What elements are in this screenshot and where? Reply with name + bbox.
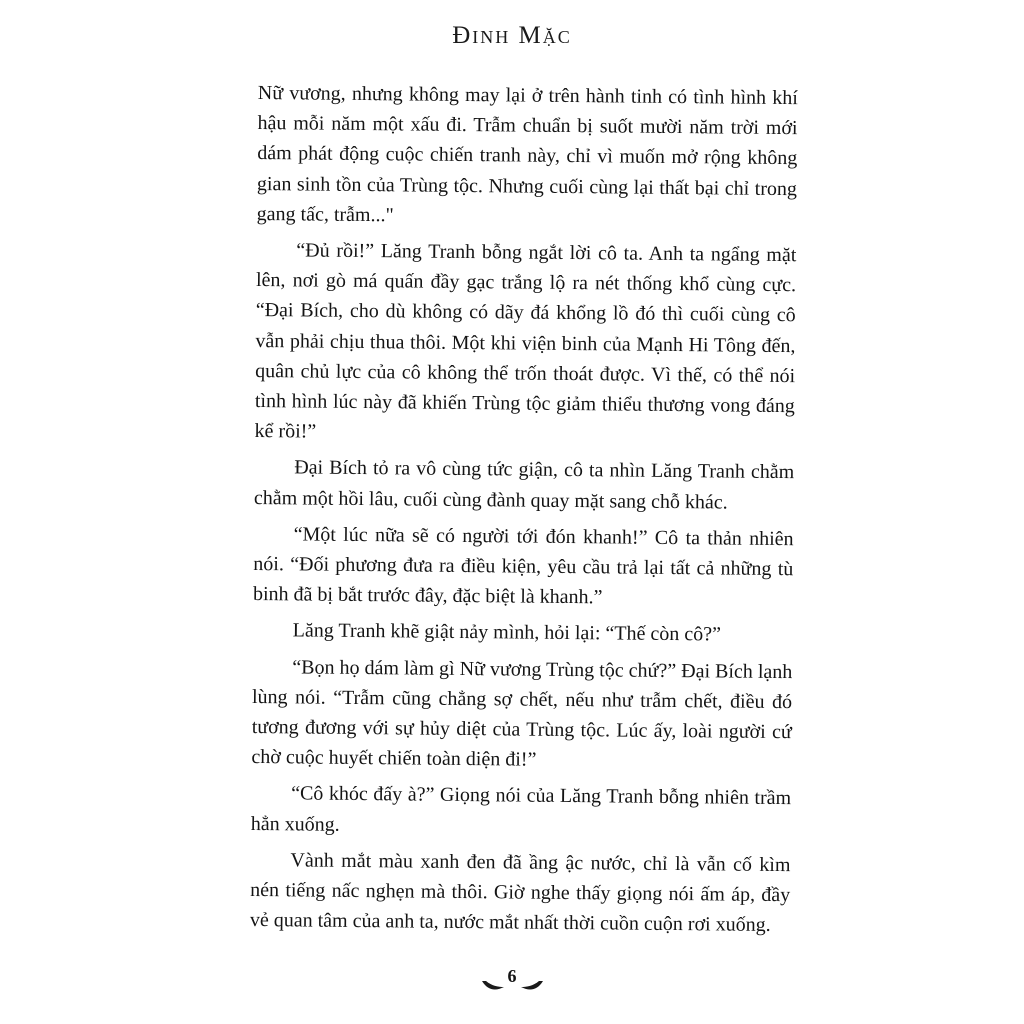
paragraph-2: “Đủ rồi!” Lăng Tranh bỗng ngắt lời cô ta. Anh ta ngẩng mặt lên, nơi gò má quấn đầy gạc trắng lộ ra nét thống khổ cùng cực. “Đại Bích, cho dù không có dãy đá khổng lồ đó thì cuối cùng cô vẫn phải chịu thua thôi. Một khi viện binh của Mạnh Hi Tông đến, quân chủ lực của cô không thể trốn thoát được. Vì thế, có thể nói tình hình lúc này đã khiến Trùng tộc giảm thiểu thương vong đáng kể rồi!” bbox=[254, 239, 797, 443]
flourish-right-icon bbox=[519, 977, 545, 993]
paragraph-7: “Cô khóc đấy à?” Giọng nói của Lăng Tranh bỗng nhiên trầm hẳn xuống. bbox=[250, 782, 792, 836]
page-number: 6 bbox=[507, 966, 517, 986]
body-text bbox=[250, 78, 798, 947]
flourish-ornament-icon bbox=[480, 966, 545, 993]
paragraph-8: Vành mắt màu xanh đen đã ầng ậc nước, chỉ là vẫn cố kìm nén tiếng nấc nghẹn mà thôi. Giờ nghe thấy giọng nói ấm áp, đầy vẻ quan tâm của anh ta, nước mắt nhất thời cuồn cuộn rơi xuống. bbox=[249, 849, 791, 937]
running-header-author: Đinh Mặc bbox=[452, 22, 572, 49]
paragraph-4: “Một lúc nữa sẽ có người tới đón khanh!” Cô ta thản nhiên nói. “Đối phương đưa ra điều kiện, yêu cầu trả lại tất cả những tù binh đã bị bắt trước đây, đặc biệt là khanh.” bbox=[252, 523, 794, 609]
paragraph-6: “Bọn họ dám làm gì Nữ vương Trùng tộc chứ?” Đại Bích lạnh lùng nói. “Trẫm cũng chẳng sợ chết, nếu như trẫm chết, điều đó tương đương với sự hủy diệt của Trùng tộc. Lúc ấy, loài người cứ chờ cuộc huyết chiến toàn diện đi!” bbox=[251, 656, 793, 771]
paragraph-1: Nữ vương, nhưng không may lại ở trên hành tinh có tình hình khí hậu mỗi năm một xấu đi. Trẫm chuẩn bị suốt mười năm trời mới dám phát động cuộc chiến tranh này, chỉ vì muốn mở rộng không gian sinh tồn của Trùng tộc. Nhưng cuối cùng lại thất bại chỉ trong gang tấc, trẫm..." bbox=[256, 81, 798, 227]
paragraph-3: Đại Bích tỏ ra vô cùng tức giận, cô ta nhìn Lăng Tranh chằm chằm một hồi lâu, cuối cùng đành quay mặt sang chỗ khác. bbox=[253, 456, 795, 514]
page-footer bbox=[0, 966, 1024, 997]
paragraph-5: Lăng Tranh khẽ giật nảy mình, hỏi lại: “Thế còn cô?” bbox=[292, 619, 722, 646]
flourish-left-icon bbox=[480, 977, 506, 993]
